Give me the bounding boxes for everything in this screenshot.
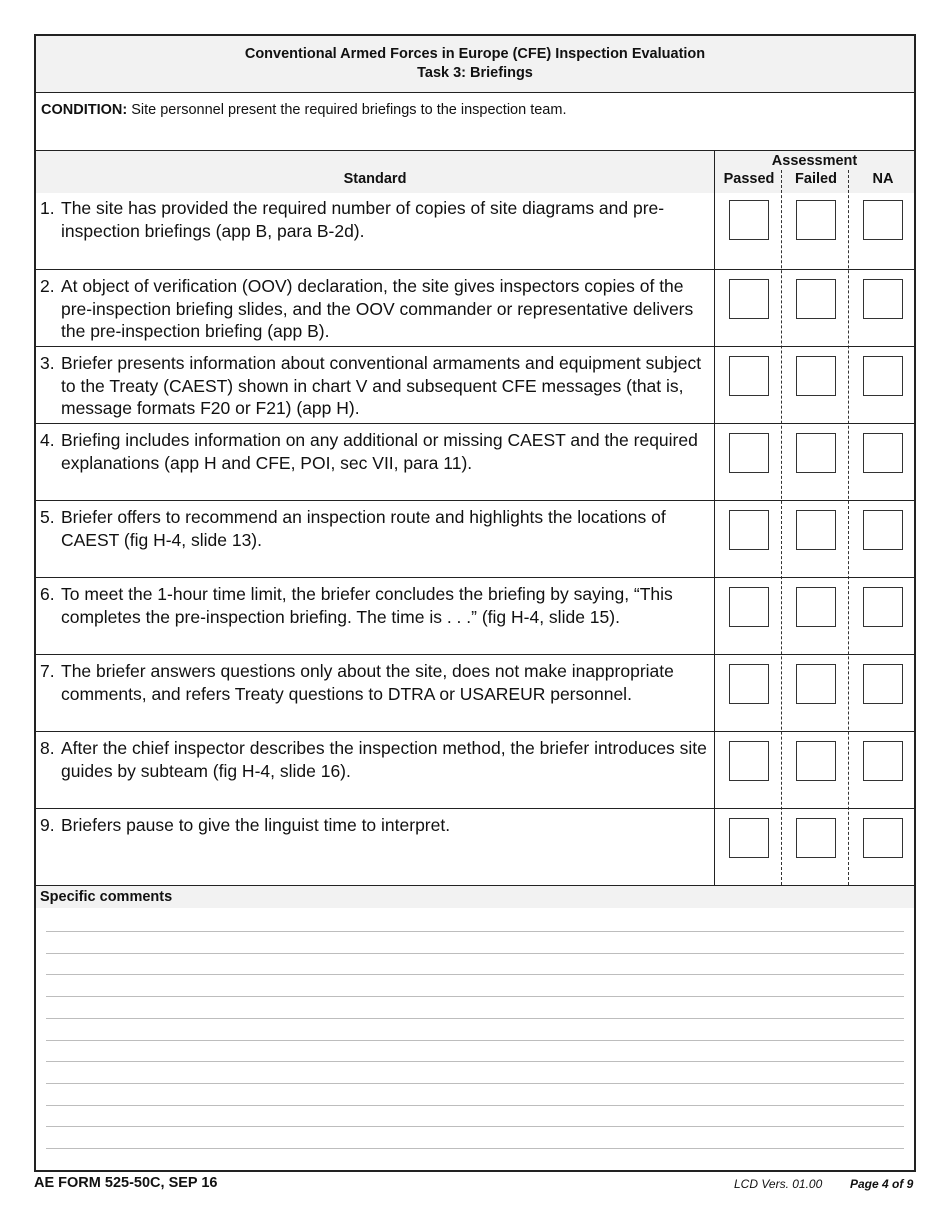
comment-line (46, 1148, 904, 1149)
condition (41, 102, 566, 118)
standard-number: 7. (40, 661, 55, 681)
passed-checkbox[interactable] (729, 587, 769, 627)
header-standard: Standard (343, 171, 407, 187)
standard-description: At object of verification (OOV) declaration, the site gives inspectors copies of the pre-inspection briefing slides, and the OOV commander or representative delivers the pre-inspection briefing (app B). (61, 276, 694, 341)
header-failed: Failed (795, 171, 837, 187)
standard-number: 9. (40, 815, 55, 835)
standard-row (36, 577, 914, 655)
standard-description: After the chief inspector describes the inspection method, the briefer introduces site guides by subteam (fig H-4, slide 16). (61, 738, 707, 781)
na-checkbox[interactable] (863, 664, 903, 704)
evaluation-form (34, 34, 916, 1172)
standard-row (36, 500, 914, 578)
comment-line (46, 1126, 904, 1127)
failed-checkbox[interactable] (796, 587, 836, 627)
na-checkbox[interactable] (863, 200, 903, 240)
failed-checkbox[interactable] (796, 818, 836, 858)
comment-line (46, 1040, 904, 1041)
passed-checkbox[interactable] (729, 818, 769, 858)
form-title-line2: Task 3: Briefings (417, 65, 533, 81)
standard-description: Briefer offers to recommend an inspection route and highlights the locations of CAEST (fig H-4, slide 13). (61, 507, 666, 550)
header-na: NA (872, 171, 894, 187)
na-checkbox[interactable] (863, 510, 903, 550)
standard-number: 8. (40, 738, 55, 758)
header-assessment: Assessment (771, 153, 858, 169)
standard-description: Briefers pause to give the linguist time to interpret. (61, 815, 451, 835)
standard-text (40, 352, 708, 420)
comment-line (46, 931, 904, 932)
standard-text (40, 429, 708, 474)
form-title (36, 36, 914, 93)
na-checkbox[interactable] (863, 433, 903, 473)
standard-description: Briefing includes information on any additional or missing CAEST and the required explanations (app H and CFE, POI, sec VII, para 11). (61, 430, 698, 473)
standard-row (36, 269, 914, 347)
standard-text (40, 583, 708, 628)
form-id: AE FORM 525-50C, SEP 16 (34, 1175, 218, 1191)
comment-line (46, 1083, 904, 1084)
standard-row (36, 654, 914, 732)
table-header (36, 150, 914, 193)
standard-text (40, 275, 708, 343)
failed-checkbox[interactable] (796, 741, 836, 781)
standard-number: 2. (40, 276, 55, 296)
comment-line (46, 996, 904, 997)
standard-text (40, 197, 708, 242)
comment-line (46, 1018, 904, 1019)
standard-row (36, 192, 914, 269)
standard-number: 5. (40, 507, 55, 527)
standard-text (40, 814, 708, 837)
standard-text (40, 506, 708, 551)
failed-checkbox[interactable] (796, 664, 836, 704)
comments-section (36, 885, 914, 1171)
comment-line (46, 1061, 904, 1062)
header-passed: Passed (723, 171, 775, 187)
passed-checkbox[interactable] (729, 279, 769, 319)
failed-checkbox[interactable] (796, 356, 836, 396)
comments-label: Specific comments (36, 886, 914, 908)
page-number: Page 4 of 9 (850, 1177, 914, 1191)
na-checkbox[interactable] (863, 279, 903, 319)
condition-text: Site personnel present the required briefings to the inspection team. (131, 102, 567, 118)
na-checkbox[interactable] (863, 818, 903, 858)
standard-row (36, 808, 914, 886)
standard-number: 3. (40, 353, 55, 373)
passed-checkbox[interactable] (729, 356, 769, 396)
standard-row (36, 731, 914, 809)
na-checkbox[interactable] (863, 587, 903, 627)
version-label: LCD Vers. 01.00 (734, 1177, 823, 1191)
standard-description: The briefer answers questions only about the site, does not make inappropriate comments, and refers Treaty questions to DTRA or USAREUR personnel. (61, 661, 674, 704)
failed-checkbox[interactable] (796, 279, 836, 319)
passed-checkbox[interactable] (729, 664, 769, 704)
standard-number: 6. (40, 584, 55, 604)
na-checkbox[interactable] (863, 741, 903, 781)
comment-line (46, 1105, 904, 1106)
failed-checkbox[interactable] (796, 433, 836, 473)
failed-checkbox[interactable] (796, 510, 836, 550)
failed-checkbox[interactable] (796, 200, 836, 240)
standard-number: 1. (40, 198, 55, 218)
standard-description: To meet the 1-hour time limit, the briefer concludes the briefing by saying, “This completes the pre-inspection briefing. The time is . . .” (fig H-4, slide 15). (61, 584, 673, 627)
standard-row (36, 346, 914, 424)
na-checkbox[interactable] (863, 356, 903, 396)
comment-line (46, 974, 904, 975)
standard-row (36, 423, 914, 501)
standard-text (40, 737, 708, 782)
form-title-line1: Conventional Armed Forces in Europe (CFE) Inspection Evaluation (244, 46, 706, 62)
passed-checkbox[interactable] (729, 741, 769, 781)
standard-description: The site has provided the required number of copies of site diagrams and pre-inspection briefings (app B, para B-2d). (61, 198, 665, 241)
standard-description: Briefer presents information about conventional armaments and equipment subject to the Treaty (CAEST) shown in chart V and subsequent CFE messages (that is, message formats F20 or F21) (app H). (61, 353, 702, 418)
standard-text (40, 660, 708, 705)
passed-checkbox[interactable] (729, 433, 769, 473)
standard-number: 4. (40, 430, 55, 450)
passed-checkbox[interactable] (729, 510, 769, 550)
comment-line (46, 953, 904, 954)
condition-label: CONDITION: (41, 102, 128, 118)
passed-checkbox[interactable] (729, 200, 769, 240)
